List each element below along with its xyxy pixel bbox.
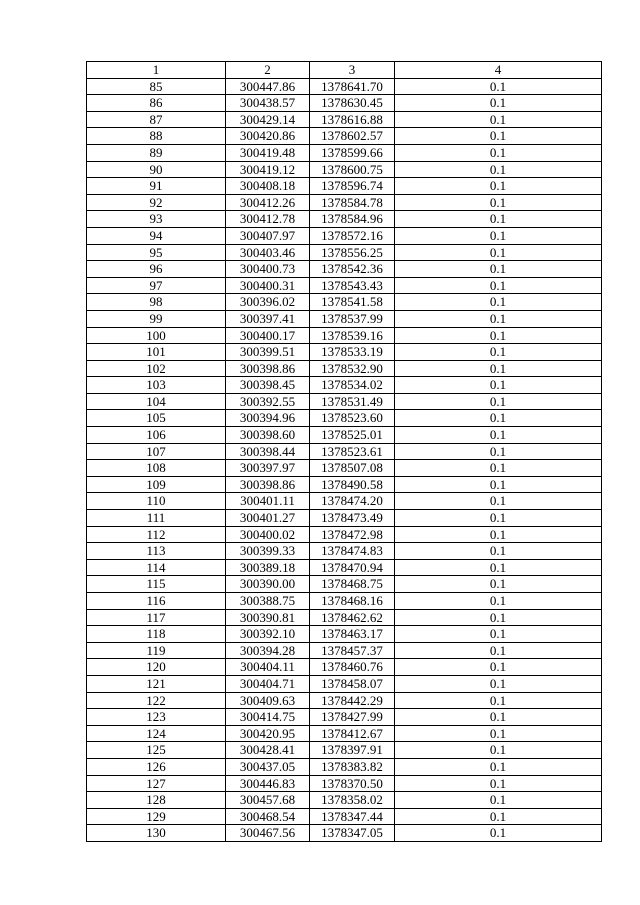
y-coordinate-cell: 1378572.16 (310, 227, 395, 244)
y-coordinate-cell: 1378490.58 (310, 476, 395, 493)
x-coordinate-cell: 300394.96 (226, 410, 310, 427)
x-coordinate-cell: 300409.63 (226, 692, 310, 709)
point-number-cell: 112 (87, 526, 226, 543)
value-cell: 0.1 (395, 194, 602, 211)
value-cell: 0.1 (395, 675, 602, 692)
value-cell: 0.1 (395, 725, 602, 742)
table-row (87, 261, 602, 278)
x-coordinate-cell: 300398.60 (226, 427, 310, 444)
table-header (87, 62, 602, 79)
x-coordinate-cell: 300467.56 (226, 825, 310, 842)
table-row (87, 194, 602, 211)
x-coordinate-cell: 300401.27 (226, 510, 310, 527)
table-row (87, 144, 602, 161)
y-coordinate-cell: 1378358.02 (310, 792, 395, 809)
table-row (87, 725, 602, 742)
table-row (87, 327, 602, 344)
table-row (87, 476, 602, 493)
point-number-cell: 109 (87, 476, 226, 493)
point-number-cell: 106 (87, 427, 226, 444)
table-row (87, 427, 602, 444)
value-cell: 0.1 (395, 327, 602, 344)
value-cell: 0.1 (395, 626, 602, 643)
table-row (87, 609, 602, 626)
table-row (87, 626, 602, 643)
x-coordinate-cell: 300437.05 (226, 758, 310, 775)
x-coordinate-cell: 300399.33 (226, 543, 310, 560)
table-row (87, 410, 602, 427)
table-row (87, 675, 602, 692)
table-row (87, 460, 602, 477)
x-coordinate-cell: 300407.97 (226, 227, 310, 244)
value-cell: 0.1 (395, 443, 602, 460)
x-coordinate-cell: 300398.45 (226, 377, 310, 394)
value-cell: 0.1 (395, 775, 602, 792)
table-header-row (87, 62, 602, 79)
value-cell: 0.1 (395, 294, 602, 311)
table-row (87, 227, 602, 244)
table-row (87, 111, 602, 128)
value-cell: 0.1 (395, 692, 602, 709)
value-cell: 0.1 (395, 244, 602, 261)
table-row (87, 95, 602, 112)
table-row (87, 526, 602, 543)
table-row (87, 360, 602, 377)
value-cell: 0.1 (395, 659, 602, 676)
x-coordinate-cell: 300389.18 (226, 559, 310, 576)
x-coordinate-cell: 300420.86 (226, 128, 310, 145)
x-coordinate-cell: 300398.44 (226, 443, 310, 460)
value-cell: 0.1 (395, 344, 602, 361)
x-coordinate-cell: 300398.86 (226, 476, 310, 493)
value-cell: 0.1 (395, 593, 602, 610)
value-cell: 0.1 (395, 277, 602, 294)
value-cell: 0.1 (395, 476, 602, 493)
table-row (87, 277, 602, 294)
y-coordinate-cell: 1378584.78 (310, 194, 395, 211)
y-coordinate-cell: 1378468.75 (310, 576, 395, 593)
y-coordinate-cell: 1378532.90 (310, 360, 395, 377)
value-cell: 0.1 (395, 227, 602, 244)
point-number-cell: 89 (87, 144, 226, 161)
y-coordinate-cell: 1378630.45 (310, 95, 395, 112)
x-coordinate-cell: 300396.02 (226, 294, 310, 311)
point-number-cell: 103 (87, 377, 226, 394)
point-number-cell: 108 (87, 460, 226, 477)
point-number-cell: 126 (87, 758, 226, 775)
x-coordinate-cell: 300414.75 (226, 709, 310, 726)
x-coordinate-cell: 300412.26 (226, 194, 310, 211)
y-coordinate-cell: 1378537.99 (310, 310, 395, 327)
y-coordinate-cell: 1378463.17 (310, 626, 395, 643)
value-cell: 0.1 (395, 808, 602, 825)
x-coordinate-cell: 300394.28 (226, 642, 310, 659)
value-cell: 0.1 (395, 178, 602, 195)
point-number-cell: 94 (87, 227, 226, 244)
y-coordinate-cell: 1378473.49 (310, 510, 395, 527)
table-row (87, 443, 602, 460)
y-coordinate-cell: 1378539.16 (310, 327, 395, 344)
value-cell: 0.1 (395, 95, 602, 112)
point-number-cell: 114 (87, 559, 226, 576)
table-row (87, 78, 602, 95)
x-coordinate-cell: 300457.68 (226, 792, 310, 809)
x-coordinate-cell: 300468.54 (226, 808, 310, 825)
point-number-cell: 110 (87, 493, 226, 510)
y-coordinate-cell: 1378542.36 (310, 261, 395, 278)
value-cell: 0.1 (395, 792, 602, 809)
y-coordinate-cell: 1378472.98 (310, 526, 395, 543)
point-number-cell: 93 (87, 211, 226, 228)
y-coordinate-cell: 1378457.37 (310, 642, 395, 659)
y-coordinate-cell: 1378460.76 (310, 659, 395, 676)
x-coordinate-cell: 300428.41 (226, 742, 310, 759)
table-row (87, 161, 602, 178)
table-row (87, 659, 602, 676)
value-cell: 0.1 (395, 161, 602, 178)
value-cell: 0.1 (395, 609, 602, 626)
table-row (87, 244, 602, 261)
y-coordinate-cell: 1378383.82 (310, 758, 395, 775)
y-coordinate-cell: 1378602.57 (310, 128, 395, 145)
x-coordinate-cell: 300438.57 (226, 95, 310, 112)
y-coordinate-cell: 1378427.99 (310, 709, 395, 726)
value-cell: 0.1 (395, 211, 602, 228)
y-coordinate-cell: 1378523.61 (310, 443, 395, 460)
point-number-cell: 99 (87, 310, 226, 327)
x-coordinate-cell: 300399.51 (226, 344, 310, 361)
value-cell: 0.1 (395, 742, 602, 759)
point-number-cell: 100 (87, 327, 226, 344)
value-cell: 0.1 (395, 493, 602, 510)
y-coordinate-cell: 1378370.50 (310, 775, 395, 792)
point-number-cell: 116 (87, 593, 226, 610)
table-row (87, 211, 602, 228)
value-cell: 0.1 (395, 825, 602, 842)
point-number-cell: 123 (87, 709, 226, 726)
y-coordinate-cell: 1378458.07 (310, 675, 395, 692)
value-cell: 0.1 (395, 261, 602, 278)
y-coordinate-cell: 1378556.25 (310, 244, 395, 261)
table-row (87, 493, 602, 510)
value-cell: 0.1 (395, 709, 602, 726)
table-row (87, 178, 602, 195)
y-coordinate-cell: 1378533.19 (310, 344, 395, 361)
y-coordinate-cell: 1378462.62 (310, 609, 395, 626)
x-coordinate-cell: 300390.81 (226, 609, 310, 626)
value-cell: 0.1 (395, 543, 602, 560)
y-coordinate-cell: 1378616.88 (310, 111, 395, 128)
value-cell: 0.1 (395, 410, 602, 427)
column-header-3: 3 (310, 62, 395, 79)
value-cell: 0.1 (395, 310, 602, 327)
x-coordinate-cell: 300446.83 (226, 775, 310, 792)
y-coordinate-cell: 1378543.43 (310, 277, 395, 294)
x-coordinate-cell: 300400.31 (226, 277, 310, 294)
column-header-2: 2 (226, 62, 310, 79)
x-coordinate-cell: 300419.12 (226, 161, 310, 178)
point-number-cell: 86 (87, 95, 226, 112)
x-coordinate-cell: 300403.46 (226, 244, 310, 261)
y-coordinate-cell: 1378641.70 (310, 78, 395, 95)
y-coordinate-cell: 1378584.96 (310, 211, 395, 228)
x-coordinate-cell: 300404.71 (226, 675, 310, 692)
column-header-1: 1 (87, 62, 226, 79)
point-number-cell: 130 (87, 825, 226, 842)
y-coordinate-cell: 1378470.94 (310, 559, 395, 576)
table-row (87, 742, 602, 759)
point-number-cell: 88 (87, 128, 226, 145)
point-number-cell: 102 (87, 360, 226, 377)
point-number-cell: 122 (87, 692, 226, 709)
table-row (87, 808, 602, 825)
y-coordinate-cell: 1378347.05 (310, 825, 395, 842)
table-row (87, 510, 602, 527)
value-cell: 0.1 (395, 576, 602, 593)
x-coordinate-cell: 300429.14 (226, 111, 310, 128)
x-coordinate-cell: 300388.75 (226, 593, 310, 610)
table-row (87, 709, 602, 726)
x-coordinate-cell: 300398.86 (226, 360, 310, 377)
point-number-cell: 91 (87, 178, 226, 195)
point-number-cell: 121 (87, 675, 226, 692)
value-cell: 0.1 (395, 526, 602, 543)
y-coordinate-cell: 1378412.67 (310, 725, 395, 742)
point-number-cell: 113 (87, 543, 226, 560)
y-coordinate-cell: 1378541.58 (310, 294, 395, 311)
y-coordinate-cell: 1378600.75 (310, 161, 395, 178)
value-cell: 0.1 (395, 78, 602, 95)
x-coordinate-cell: 300401.11 (226, 493, 310, 510)
table-row (87, 543, 602, 560)
value-cell: 0.1 (395, 642, 602, 659)
x-coordinate-cell: 300419.48 (226, 144, 310, 161)
value-cell: 0.1 (395, 128, 602, 145)
value-cell: 0.1 (395, 559, 602, 576)
point-number-cell: 128 (87, 792, 226, 809)
y-coordinate-cell: 1378525.01 (310, 427, 395, 444)
point-number-cell: 97 (87, 277, 226, 294)
table-row (87, 593, 602, 610)
x-coordinate-cell: 300392.55 (226, 393, 310, 410)
table-row (87, 377, 602, 394)
point-number-cell: 101 (87, 344, 226, 361)
table-row (87, 393, 602, 410)
x-coordinate-cell: 300400.73 (226, 261, 310, 278)
table-row (87, 576, 602, 593)
point-number-cell: 117 (87, 609, 226, 626)
table-row (87, 692, 602, 709)
table-row (87, 825, 602, 842)
value-cell: 0.1 (395, 144, 602, 161)
point-number-cell: 125 (87, 742, 226, 759)
table-row (87, 642, 602, 659)
x-coordinate-cell: 300400.02 (226, 526, 310, 543)
y-coordinate-cell: 1378397.91 (310, 742, 395, 759)
point-number-cell: 118 (87, 626, 226, 643)
point-number-cell: 87 (87, 111, 226, 128)
point-number-cell: 104 (87, 393, 226, 410)
x-coordinate-cell: 300412.78 (226, 211, 310, 228)
table-body (87, 78, 602, 841)
value-cell: 0.1 (395, 111, 602, 128)
x-coordinate-cell: 300390.00 (226, 576, 310, 593)
point-number-cell: 90 (87, 161, 226, 178)
table-row (87, 758, 602, 775)
point-number-cell: 85 (87, 78, 226, 95)
column-header-4: 4 (395, 62, 602, 79)
point-number-cell: 124 (87, 725, 226, 742)
coordinates-table (86, 61, 602, 842)
x-coordinate-cell: 300397.97 (226, 460, 310, 477)
y-coordinate-cell: 1378523.60 (310, 410, 395, 427)
point-number-cell: 92 (87, 194, 226, 211)
x-coordinate-cell: 300447.86 (226, 78, 310, 95)
value-cell: 0.1 (395, 460, 602, 477)
table-row (87, 792, 602, 809)
y-coordinate-cell: 1378596.74 (310, 178, 395, 195)
point-number-cell: 120 (87, 659, 226, 676)
x-coordinate-cell: 300404.11 (226, 659, 310, 676)
y-coordinate-cell: 1378468.16 (310, 593, 395, 610)
point-number-cell: 115 (87, 576, 226, 593)
value-cell: 0.1 (395, 360, 602, 377)
y-coordinate-cell: 1378474.20 (310, 493, 395, 510)
x-coordinate-cell: 300397.41 (226, 310, 310, 327)
point-number-cell: 127 (87, 775, 226, 792)
point-number-cell: 95 (87, 244, 226, 261)
y-coordinate-cell: 1378599.66 (310, 144, 395, 161)
value-cell: 0.1 (395, 377, 602, 394)
y-coordinate-cell: 1378534.02 (310, 377, 395, 394)
table-row (87, 775, 602, 792)
value-cell: 0.1 (395, 758, 602, 775)
x-coordinate-cell: 300400.17 (226, 327, 310, 344)
table-row (87, 128, 602, 145)
y-coordinate-cell: 1378442.29 (310, 692, 395, 709)
y-coordinate-cell: 1378347.44 (310, 808, 395, 825)
point-number-cell: 111 (87, 510, 226, 527)
value-cell: 0.1 (395, 393, 602, 410)
point-number-cell: 96 (87, 261, 226, 278)
point-number-cell: 129 (87, 808, 226, 825)
y-coordinate-cell: 1378507.08 (310, 460, 395, 477)
x-coordinate-cell: 300392.10 (226, 626, 310, 643)
point-number-cell: 107 (87, 443, 226, 460)
value-cell: 0.1 (395, 510, 602, 527)
y-coordinate-cell: 1378531.49 (310, 393, 395, 410)
y-coordinate-cell: 1378474.83 (310, 543, 395, 560)
table-row (87, 310, 602, 327)
x-coordinate-cell: 300408.18 (226, 178, 310, 195)
point-number-cell: 98 (87, 294, 226, 311)
value-cell: 0.1 (395, 427, 602, 444)
table-row (87, 294, 602, 311)
point-number-cell: 119 (87, 642, 226, 659)
x-coordinate-cell: 300420.95 (226, 725, 310, 742)
table-row (87, 344, 602, 361)
table-row (87, 559, 602, 576)
point-number-cell: 105 (87, 410, 226, 427)
